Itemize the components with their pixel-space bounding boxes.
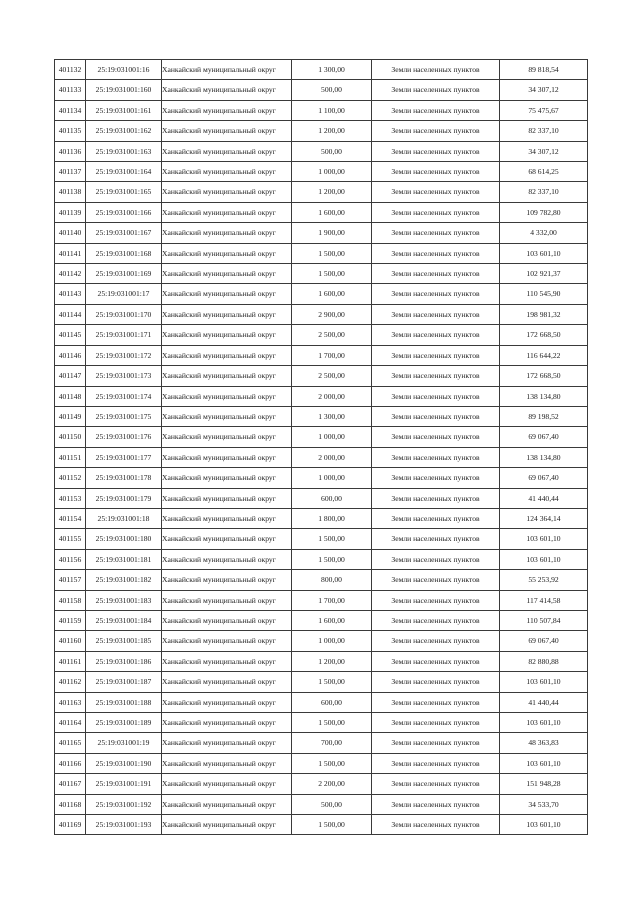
row-number-cell: 401159 xyxy=(55,610,86,630)
area-cell: 1 900,00 xyxy=(292,223,372,243)
row-number-cell: 401168 xyxy=(55,794,86,814)
area-cell: 1 500,00 xyxy=(292,753,372,773)
municipality-cell: Ханкайский муниципальный округ xyxy=(162,590,292,610)
row-number-cell: 401147 xyxy=(55,366,86,386)
table-row xyxy=(55,590,588,610)
row-number-cell: 401167 xyxy=(55,774,86,794)
land-category-cell: Земли населенных пунктов xyxy=(372,651,500,671)
table-row xyxy=(55,264,588,284)
cadastral-number-cell: 25:19:031001:16 xyxy=(86,60,162,80)
cadastral-number-cell: 25:19:031001:175 xyxy=(86,406,162,426)
table-row xyxy=(55,447,588,467)
cadastral-number-cell: 25:19:031001:160 xyxy=(86,80,162,100)
table-row xyxy=(55,304,588,324)
cadastral-value-cell: 69 067,40 xyxy=(500,427,588,447)
land-category-cell: Земли населенных пунктов xyxy=(372,672,500,692)
municipality-cell: Ханкайский муниципальный округ xyxy=(162,60,292,80)
municipality-cell: Ханкайский муниципальный округ xyxy=(162,243,292,263)
cadastral-value-cell: 116 644,22 xyxy=(500,345,588,365)
area-cell: 2 500,00 xyxy=(292,366,372,386)
cadastral-number-cell: 25:19:031001:173 xyxy=(86,366,162,386)
land-category-cell: Земли населенных пунктов xyxy=(372,590,500,610)
cadastral-value-cell: 103 601,10 xyxy=(500,815,588,835)
table-row xyxy=(55,100,588,120)
cadastral-value-cell: 172 668,50 xyxy=(500,366,588,386)
cadastral-number-cell: 25:19:031001:176 xyxy=(86,427,162,447)
cadastral-value-cell: 41 440,44 xyxy=(500,488,588,508)
cadastral-value-cell: 69 067,40 xyxy=(500,631,588,651)
area-cell: 500,00 xyxy=(292,794,372,814)
row-number-cell: 401143 xyxy=(55,284,86,304)
land-category-cell: Земли населенных пунктов xyxy=(372,100,500,120)
municipality-cell: Ханкайский муниципальный округ xyxy=(162,447,292,467)
municipality-cell: Ханкайский муниципальный округ xyxy=(162,427,292,447)
cadastral-value-cell: 124 364,14 xyxy=(500,508,588,528)
cadastral-value-cell: 89 818,54 xyxy=(500,60,588,80)
municipality-cell: Ханкайский муниципальный округ xyxy=(162,386,292,406)
municipality-cell: Ханкайский муниципальный округ xyxy=(162,100,292,120)
cadastral-value-cell: 68 614,25 xyxy=(500,162,588,182)
municipality-cell: Ханкайский муниципальный округ xyxy=(162,529,292,549)
row-number-cell: 401140 xyxy=(55,223,86,243)
cadastral-number-cell: 25:19:031001:184 xyxy=(86,610,162,630)
area-cell: 1 100,00 xyxy=(292,100,372,120)
row-number-cell: 401161 xyxy=(55,651,86,671)
land-category-cell: Земли населенных пунктов xyxy=(372,733,500,753)
cadastral-number-cell: 25:19:031001:171 xyxy=(86,325,162,345)
cadastral-value-cell: 103 601,10 xyxy=(500,753,588,773)
row-number-cell: 401152 xyxy=(55,468,86,488)
cadastral-value-cell: 34 533,70 xyxy=(500,794,588,814)
area-cell: 1 600,00 xyxy=(292,202,372,222)
area-cell: 1 500,00 xyxy=(292,672,372,692)
cadastral-value-cell: 103 601,10 xyxy=(500,713,588,733)
land-category-cell: Земли населенных пунктов xyxy=(372,447,500,467)
land-registry-table-body xyxy=(55,60,588,835)
cadastral-number-cell: 25:19:031001:172 xyxy=(86,345,162,365)
area-cell: 1 000,00 xyxy=(292,631,372,651)
cadastral-number-cell: 25:19:031001:179 xyxy=(86,488,162,508)
municipality-cell: Ханкайский муниципальный округ xyxy=(162,223,292,243)
cadastral-number-cell: 25:19:031001:185 xyxy=(86,631,162,651)
table-row xyxy=(55,223,588,243)
cadastral-number-cell: 25:19:031001:164 xyxy=(86,162,162,182)
land-category-cell: Земли населенных пунктов xyxy=(372,345,500,365)
table-row xyxy=(55,774,588,794)
area-cell: 1 600,00 xyxy=(292,284,372,304)
area-cell: 600,00 xyxy=(292,488,372,508)
area-cell: 1 500,00 xyxy=(292,529,372,549)
table-row xyxy=(55,202,588,222)
land-category-cell: Земли населенных пунктов xyxy=(372,631,500,651)
municipality-cell: Ханкайский муниципальный округ xyxy=(162,570,292,590)
land-category-cell: Земли населенных пунктов xyxy=(372,794,500,814)
cadastral-number-cell: 25:19:031001:170 xyxy=(86,304,162,324)
land-category-cell: Земли населенных пунктов xyxy=(372,304,500,324)
land-category-cell: Земли населенных пунктов xyxy=(372,284,500,304)
row-number-cell: 401150 xyxy=(55,427,86,447)
land-category-cell: Земли населенных пунктов xyxy=(372,529,500,549)
area-cell: 1 200,00 xyxy=(292,121,372,141)
land-category-cell: Земли населенных пунктов xyxy=(372,753,500,773)
cadastral-value-cell: 82 337,10 xyxy=(500,182,588,202)
row-number-cell: 401135 xyxy=(55,121,86,141)
cadastral-value-cell: 82 880,88 xyxy=(500,651,588,671)
land-category-cell: Земли населенных пунктов xyxy=(372,386,500,406)
area-cell: 1 500,00 xyxy=(292,815,372,835)
row-number-cell: 401166 xyxy=(55,753,86,773)
cadastral-number-cell: 25:19:031001:169 xyxy=(86,264,162,284)
table-row xyxy=(55,610,588,630)
cadastral-value-cell: 138 134,80 xyxy=(500,386,588,406)
land-category-cell: Земли населенных пунктов xyxy=(372,162,500,182)
cadastral-number-cell: 25:19:031001:166 xyxy=(86,202,162,222)
municipality-cell: Ханкайский муниципальный округ xyxy=(162,651,292,671)
table-row xyxy=(55,549,588,569)
land-category-cell: Земли населенных пунктов xyxy=(372,468,500,488)
row-number-cell: 401142 xyxy=(55,264,86,284)
row-number-cell: 401151 xyxy=(55,447,86,467)
land-category-cell: Земли населенных пунктов xyxy=(372,243,500,263)
area-cell: 1 500,00 xyxy=(292,264,372,284)
land-category-cell: Земли населенных пунктов xyxy=(372,264,500,284)
cadastral-value-cell: 48 363,83 xyxy=(500,733,588,753)
cadastral-number-cell: 25:19:031001:187 xyxy=(86,672,162,692)
municipality-cell: Ханкайский муниципальный округ xyxy=(162,549,292,569)
cadastral-value-cell: 198 981,32 xyxy=(500,304,588,324)
land-registry-table xyxy=(54,59,588,835)
cadastral-value-cell: 110 545,90 xyxy=(500,284,588,304)
cadastral-value-cell: 110 507,84 xyxy=(500,610,588,630)
area-cell: 1 700,00 xyxy=(292,590,372,610)
table-row xyxy=(55,325,588,345)
municipality-cell: Ханкайский муниципальный округ xyxy=(162,468,292,488)
row-number-cell: 401149 xyxy=(55,406,86,426)
table-row xyxy=(55,631,588,651)
cadastral-number-cell: 25:19:031001:191 xyxy=(86,774,162,794)
municipality-cell: Ханкайский муниципальный округ xyxy=(162,508,292,528)
land-category-cell: Земли населенных пунктов xyxy=(372,713,500,733)
municipality-cell: Ханкайский муниципальный округ xyxy=(162,80,292,100)
land-category-cell: Земли населенных пунктов xyxy=(372,325,500,345)
area-cell: 2 000,00 xyxy=(292,447,372,467)
cadastral-value-cell: 75 475,67 xyxy=(500,100,588,120)
land-category-cell: Земли населенных пунктов xyxy=(372,223,500,243)
table-row xyxy=(55,753,588,773)
area-cell: 800,00 xyxy=(292,570,372,590)
table-row xyxy=(55,366,588,386)
row-number-cell: 401134 xyxy=(55,100,86,120)
cadastral-number-cell: 25:19:031001:174 xyxy=(86,386,162,406)
cadastral-number-cell: 25:19:031001:19 xyxy=(86,733,162,753)
land-category-cell: Земли населенных пунктов xyxy=(372,366,500,386)
area-cell: 600,00 xyxy=(292,692,372,712)
land-category-cell: Земли населенных пунктов xyxy=(372,202,500,222)
area-cell: 1 600,00 xyxy=(292,610,372,630)
row-number-cell: 401146 xyxy=(55,345,86,365)
row-number-cell: 401165 xyxy=(55,733,86,753)
area-cell: 1 000,00 xyxy=(292,427,372,447)
row-number-cell: 401155 xyxy=(55,529,86,549)
area-cell: 1 200,00 xyxy=(292,182,372,202)
municipality-cell: Ханкайский муниципальный округ xyxy=(162,794,292,814)
row-number-cell: 401139 xyxy=(55,202,86,222)
table-row xyxy=(55,672,588,692)
municipality-cell: Ханкайский муниципальный округ xyxy=(162,141,292,161)
cadastral-value-cell: 82 337,10 xyxy=(500,121,588,141)
cadastral-number-cell: 25:19:031001:182 xyxy=(86,570,162,590)
land-category-cell: Земли населенных пунктов xyxy=(372,508,500,528)
table-row xyxy=(55,284,588,304)
cadastral-number-cell: 25:19:031001:181 xyxy=(86,549,162,569)
municipality-cell: Ханкайский муниципальный округ xyxy=(162,345,292,365)
row-number-cell: 401169 xyxy=(55,815,86,835)
cadastral-number-cell: 25:19:031001:163 xyxy=(86,141,162,161)
row-number-cell: 401136 xyxy=(55,141,86,161)
municipality-cell: Ханкайский муниципальный округ xyxy=(162,692,292,712)
table-row xyxy=(55,468,588,488)
table-row xyxy=(55,488,588,508)
land-category-cell: Земли населенных пунктов xyxy=(372,427,500,447)
municipality-cell: Ханкайский муниципальный округ xyxy=(162,304,292,324)
cadastral-value-cell: 34 307,12 xyxy=(500,80,588,100)
land-category-cell: Земли населенных пунктов xyxy=(372,488,500,508)
cadastral-number-cell: 25:19:031001:162 xyxy=(86,121,162,141)
area-cell: 2 500,00 xyxy=(292,325,372,345)
cadastral-value-cell: 103 601,10 xyxy=(500,549,588,569)
municipality-cell: Ханкайский муниципальный округ xyxy=(162,182,292,202)
table-row xyxy=(55,570,588,590)
municipality-cell: Ханкайский муниципальный округ xyxy=(162,162,292,182)
land-category-cell: Земли населенных пунктов xyxy=(372,549,500,569)
row-number-cell: 401158 xyxy=(55,590,86,610)
cadastral-number-cell: 25:19:031001:186 xyxy=(86,651,162,671)
cadastral-number-cell: 25:19:031001:189 xyxy=(86,713,162,733)
area-cell: 1 200,00 xyxy=(292,651,372,671)
cadastral-number-cell: 25:19:031001:18 xyxy=(86,508,162,528)
row-number-cell: 401160 xyxy=(55,631,86,651)
row-number-cell: 401164 xyxy=(55,713,86,733)
row-number-cell: 401163 xyxy=(55,692,86,712)
cadastral-value-cell: 89 198,52 xyxy=(500,406,588,426)
municipality-cell: Ханкайский муниципальный округ xyxy=(162,366,292,386)
cadastral-number-cell: 25:19:031001:190 xyxy=(86,753,162,773)
table-row xyxy=(55,529,588,549)
cadastral-number-cell: 25:19:031001:193 xyxy=(86,815,162,835)
row-number-cell: 401156 xyxy=(55,549,86,569)
row-number-cell: 401153 xyxy=(55,488,86,508)
area-cell: 500,00 xyxy=(292,141,372,161)
row-number-cell: 401157 xyxy=(55,570,86,590)
row-number-cell: 401137 xyxy=(55,162,86,182)
municipality-cell: Ханкайский муниципальный округ xyxy=(162,610,292,630)
cadastral-value-cell: 103 601,10 xyxy=(500,529,588,549)
cadastral-value-cell: 41 440,44 xyxy=(500,692,588,712)
area-cell: 1 300,00 xyxy=(292,60,372,80)
municipality-cell: Ханкайский муниципальный округ xyxy=(162,733,292,753)
table-row xyxy=(55,713,588,733)
cadastral-value-cell: 69 067,40 xyxy=(500,468,588,488)
municipality-cell: Ханкайский муниципальный округ xyxy=(162,284,292,304)
municipality-cell: Ханкайский муниципальный округ xyxy=(162,264,292,284)
cadastral-value-cell: 55 253,92 xyxy=(500,570,588,590)
land-category-cell: Земли населенных пунктов xyxy=(372,141,500,161)
municipality-cell: Ханкайский муниципальный округ xyxy=(162,774,292,794)
row-number-cell: 401145 xyxy=(55,325,86,345)
cadastral-value-cell: 103 601,10 xyxy=(500,243,588,263)
area-cell: 2 900,00 xyxy=(292,304,372,324)
row-number-cell: 401162 xyxy=(55,672,86,692)
cadastral-number-cell: 25:19:031001:168 xyxy=(86,243,162,263)
row-number-cell: 401138 xyxy=(55,182,86,202)
land-category-cell: Земли населенных пунктов xyxy=(372,60,500,80)
area-cell: 700,00 xyxy=(292,733,372,753)
table-row xyxy=(55,427,588,447)
row-number-cell: 401144 xyxy=(55,304,86,324)
cadastral-number-cell: 25:19:031001:178 xyxy=(86,468,162,488)
cadastral-number-cell: 25:19:031001:17 xyxy=(86,284,162,304)
area-cell: 1 000,00 xyxy=(292,162,372,182)
table-row xyxy=(55,508,588,528)
municipality-cell: Ханкайский муниципальный округ xyxy=(162,202,292,222)
cadastral-value-cell: 103 601,10 xyxy=(500,672,588,692)
cadastral-number-cell: 25:19:031001:177 xyxy=(86,447,162,467)
cadastral-value-cell: 151 948,28 xyxy=(500,774,588,794)
table-row xyxy=(55,406,588,426)
area-cell: 1 500,00 xyxy=(292,549,372,569)
land-category-cell: Земли населенных пунктов xyxy=(372,774,500,794)
municipality-cell: Ханкайский муниципальный округ xyxy=(162,631,292,651)
table-row xyxy=(55,345,588,365)
row-number-cell: 401154 xyxy=(55,508,86,528)
table-row xyxy=(55,651,588,671)
table-row xyxy=(55,141,588,161)
municipality-cell: Ханкайский муниципальный округ xyxy=(162,672,292,692)
area-cell: 2 000,00 xyxy=(292,386,372,406)
land-category-cell: Земли населенных пунктов xyxy=(372,610,500,630)
cadastral-value-cell: 4 332,00 xyxy=(500,223,588,243)
cadastral-value-cell: 34 307,12 xyxy=(500,141,588,161)
area-cell: 1 800,00 xyxy=(292,508,372,528)
cadastral-number-cell: 25:19:031001:188 xyxy=(86,692,162,712)
cadastral-number-cell: 25:19:031001:183 xyxy=(86,590,162,610)
land-category-cell: Земли населенных пунктов xyxy=(372,406,500,426)
table-row xyxy=(55,60,588,80)
land-category-cell: Земли населенных пунктов xyxy=(372,815,500,835)
municipality-cell: Ханкайский муниципальный округ xyxy=(162,488,292,508)
table-row xyxy=(55,692,588,712)
land-category-cell: Земли населенных пунктов xyxy=(372,692,500,712)
cadastral-number-cell: 25:19:031001:165 xyxy=(86,182,162,202)
table-row xyxy=(55,182,588,202)
municipality-cell: Ханкайский муниципальный округ xyxy=(162,121,292,141)
municipality-cell: Ханкайский муниципальный округ xyxy=(162,815,292,835)
land-category-cell: Земли населенных пунктов xyxy=(372,182,500,202)
cadastral-number-cell: 25:19:031001:167 xyxy=(86,223,162,243)
area-cell: 1 500,00 xyxy=(292,713,372,733)
table-row xyxy=(55,815,588,835)
row-number-cell: 401133 xyxy=(55,80,86,100)
land-category-cell: Земли населенных пунктов xyxy=(372,121,500,141)
table-row xyxy=(55,733,588,753)
cadastral-value-cell: 102 921,37 xyxy=(500,264,588,284)
area-cell: 500,00 xyxy=(292,80,372,100)
row-number-cell: 401148 xyxy=(55,386,86,406)
area-cell: 1 000,00 xyxy=(292,468,372,488)
table-row xyxy=(55,121,588,141)
cadastral-number-cell: 25:19:031001:192 xyxy=(86,794,162,814)
area-cell: 1 700,00 xyxy=(292,345,372,365)
land-category-cell: Земли населенных пунктов xyxy=(372,80,500,100)
cadastral-number-cell: 25:19:031001:161 xyxy=(86,100,162,120)
table-row xyxy=(55,80,588,100)
row-number-cell: 401132 xyxy=(55,60,86,80)
cadastral-value-cell: 172 668,50 xyxy=(500,325,588,345)
cadastral-value-cell: 117 414,58 xyxy=(500,590,588,610)
municipality-cell: Ханкайский муниципальный округ xyxy=(162,406,292,426)
table-row xyxy=(55,386,588,406)
municipality-cell: Ханкайский муниципальный округ xyxy=(162,325,292,345)
row-number-cell: 401141 xyxy=(55,243,86,263)
area-cell: 1 300,00 xyxy=(292,406,372,426)
cadastral-number-cell: 25:19:031001:180 xyxy=(86,529,162,549)
municipality-cell: Ханкайский муниципальный округ xyxy=(162,753,292,773)
land-category-cell: Земли населенных пунктов xyxy=(372,570,500,590)
cadastral-value-cell: 138 134,80 xyxy=(500,447,588,467)
area-cell: 1 500,00 xyxy=(292,243,372,263)
table-row xyxy=(55,243,588,263)
area-cell: 2 200,00 xyxy=(292,774,372,794)
cadastral-value-cell: 109 782,80 xyxy=(500,202,588,222)
municipality-cell: Ханкайский муниципальный округ xyxy=(162,713,292,733)
table-row xyxy=(55,794,588,814)
table-row xyxy=(55,162,588,182)
